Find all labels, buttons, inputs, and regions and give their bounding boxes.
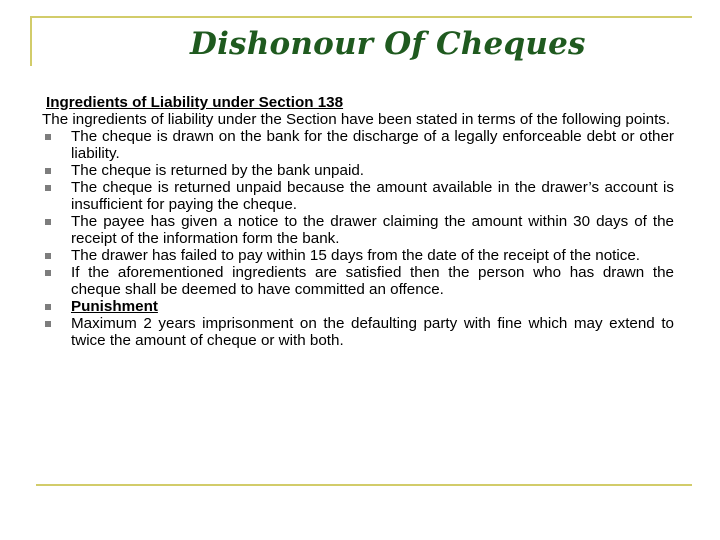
slide-body [42,94,674,349]
list-item [42,247,674,264]
square-bullet-icon [45,185,51,191]
list-item-text: The payee has given a notice to the drawer claiming the amount within 30 days of the receipt of the information form the bank. [71,213,674,247]
list-item [42,264,674,298]
list-item-text: The cheque is drawn on the bank for the discharge of a legally enforceable debt or other liability. [71,128,674,162]
bullet-list [42,128,674,349]
frame-left-rule [30,16,32,66]
list-item-text: If the aforementioned ingredients are satisfied then the person who has drawn the cheque shall be deemed to have committed an offence. [71,264,674,298]
section-heading: Ingredients of Liability under Section 138 [46,94,344,111]
intro-text: The ingredients of liability under the Section have been stated in terms of the following points. [42,111,671,128]
slide-title: Dishonour Of Cheques [190,26,586,62]
square-bullet-icon [45,219,51,225]
square-bullet-icon [45,134,51,140]
list-item [42,128,674,162]
square-bullet-icon [45,321,51,327]
square-bullet-icon [45,168,51,174]
list-item [42,179,674,213]
list-item [42,162,674,179]
list-item-text: The cheque is returned by the bank unpaid. [71,162,364,179]
square-bullet-icon [45,270,51,276]
list-item-text: Maximum 2 years imprisonment on the defaulting party with fine which may extend to twice the amount of cheque or with both. [71,315,674,349]
list-item [42,298,674,315]
list-item [42,213,674,247]
frame-bottom-rule [36,484,692,486]
list-item-text: The cheque is returned unpaid because the amount available in the drawer’s account is insufficient for paying the cheque. [71,179,674,213]
square-bullet-icon [45,253,51,259]
list-item [42,315,674,349]
list-item-text: The drawer has failed to pay within 15 days from the date of the receipt of the notice. [71,247,641,264]
punishment-heading: Punishment [71,298,158,315]
frame-top-rule [30,16,692,18]
square-bullet-icon [45,304,51,310]
